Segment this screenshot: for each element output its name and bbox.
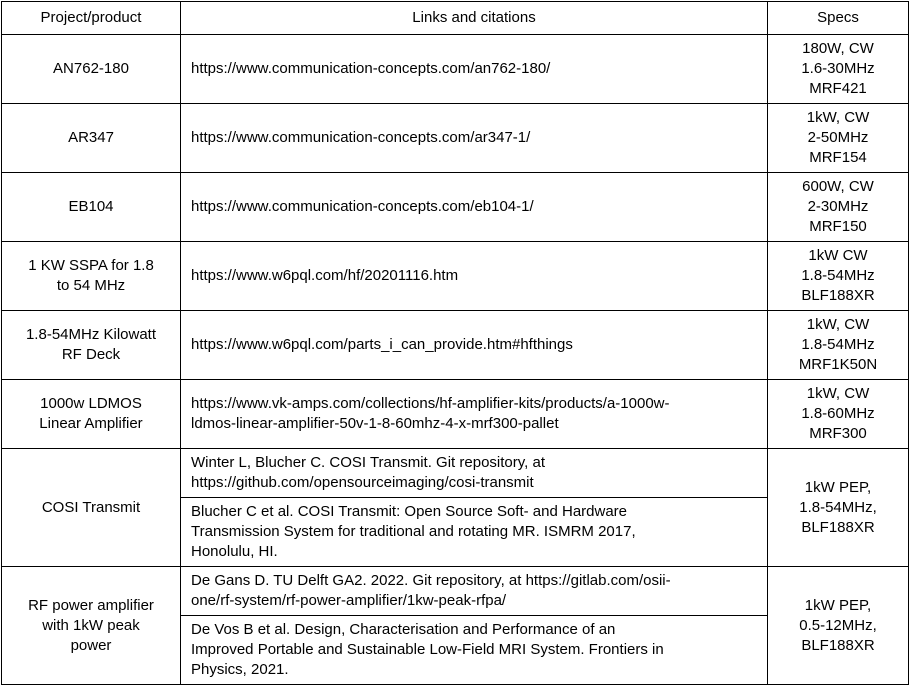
citation-text: Winter L, Blucher C. COSI Transmit. Git repository, at (191, 454, 545, 471)
citation-cell (181, 498, 768, 567)
spec-power: 1kW PEP, (804, 596, 872, 614)
project-name: to 54 MHz (56, 277, 126, 294)
spec-transistor: MRF150 (809, 218, 867, 235)
specs-cell (768, 104, 909, 173)
project-name: RF power amplifier (28, 596, 154, 614)
project-name: EB104 (68, 198, 114, 215)
specs-cell (768, 311, 909, 380)
spec-transistor: MRF154 (809, 149, 867, 166)
link-cell (181, 104, 768, 173)
projects-table (1, 1, 909, 685)
project-name: AN762-180 (53, 60, 129, 77)
specs-cell (768, 35, 909, 104)
spec-power: 180W, CW (802, 40, 874, 57)
spec-transistor: MRF300 (809, 425, 867, 442)
citation-link[interactable]: De Gans D. TU Delft GA2. 2022. Git repository, at https://gitlab.com/osii- (191, 572, 671, 589)
link-cell (181, 311, 768, 380)
project-cell (2, 242, 181, 311)
citation-link[interactable]: https://github.com/opensourceimaging/cosi-transmit (191, 474, 534, 491)
header-links: Links and citations (181, 2, 768, 35)
specs-cell (768, 173, 909, 242)
project-name: power (70, 636, 112, 654)
spec-frequency: 2-50MHz (807, 129, 869, 146)
citation-text: Transmission System for traditional and rotating MR. ISMRM 2017, (191, 523, 636, 540)
project-name: with 1kW peak (42, 616, 140, 634)
table-row (2, 567, 909, 616)
table-row (2, 173, 909, 242)
spec-frequency: 2-30MHz (807, 198, 869, 215)
citation-link[interactable]: https://www.vk-amps.com/collections/hf-amplifier-kits/products/a-1000w- (191, 395, 670, 412)
table-row (2, 242, 909, 311)
spec-frequency: 0.5-12MHz, (799, 616, 877, 634)
header-specs: Specs (768, 2, 909, 35)
citation-link[interactable]: one/rf-system/rf-power-amplifier/1kw-peak-rfpa/ (191, 592, 507, 609)
citation-cell (181, 616, 768, 685)
table-row (2, 311, 909, 380)
citation-cell (181, 567, 768, 616)
header-project: Project/product (2, 2, 181, 35)
spec-frequency: 1.8-54MHz, (799, 498, 877, 516)
spec-power: 1kW PEP, (804, 478, 872, 496)
project-cell (2, 35, 181, 104)
spec-frequency: 1.8-54MHz (801, 267, 875, 284)
project-name: Linear Amplifier (39, 415, 143, 432)
project-name: 1.8-54MHz Kilowatt (25, 326, 157, 343)
spec-transistor: BLF188XR (801, 287, 875, 304)
project-cell (2, 173, 181, 242)
citation-text: Improved Portable and Sustainable Low-Field MRI System. Frontiers in (191, 641, 664, 658)
specs-cell (768, 449, 909, 567)
spec-frequency: 1.8-60MHz (801, 405, 875, 422)
citation-link[interactable]: https://www.w6pql.com/parts_i_can_provide.htm#hfthings (191, 336, 573, 353)
citation-link[interactable]: https://www.communication-concepts.com/eb104-1/ (191, 198, 534, 215)
project-cell (2, 311, 181, 380)
citation-link[interactable]: https://www.communication-concepts.com/an762-180/ (191, 60, 551, 77)
citation-text: Blucher C et al. COSI Transmit: Open Source Soft- and Hardware (191, 503, 628, 520)
table-row (2, 380, 909, 449)
spec-transistor: BLF188XR (801, 518, 875, 536)
spec-power: 600W, CW (802, 178, 874, 195)
project-name: COSI Transmit (41, 498, 141, 516)
spec-power: 1kW CW (808, 247, 868, 264)
project-name: 1000w LDMOS (40, 395, 142, 412)
header-row (2, 2, 909, 35)
link-cell (181, 380, 768, 449)
project-cell (2, 449, 181, 567)
specs-cell (768, 380, 909, 449)
link-cell (181, 242, 768, 311)
project-name: RF Deck (61, 346, 121, 363)
citation-link[interactable]: https://www.communication-concepts.com/ar347-1/ (191, 129, 531, 146)
table-row (2, 35, 909, 104)
spec-power: 1kW, CW (806, 385, 870, 402)
specs-cell (768, 242, 909, 311)
citation-text: Physics, 2021. (191, 661, 289, 678)
spec-frequency: 1.8-54MHz (801, 336, 875, 353)
table-row (2, 449, 909, 498)
spec-transistor: MRF1K50N (798, 356, 878, 373)
citation-cell (181, 449, 768, 498)
project-name: 1 KW SSPA for 1.8 (28, 257, 154, 274)
spec-transistor: BLF188XR (801, 636, 875, 654)
spec-power: 1kW, CW (806, 109, 870, 126)
citation-link[interactable]: https://www.w6pql.com/hf/20201116.htm (191, 267, 459, 284)
citation-text: Honolulu, HI. (191, 543, 278, 560)
project-name: AR347 (68, 129, 114, 146)
citation-link[interactable]: ldmos-linear-amplifier-50v-1-8-60mhz-4-x-mrf300-pallet (191, 415, 559, 432)
citation-text: De Vos B et al. Design, Characterisation and Performance of an (191, 621, 616, 638)
spec-frequency: 1.6-30MHz (801, 60, 875, 77)
project-cell (2, 567, 181, 685)
spec-transistor: MRF421 (809, 80, 867, 97)
project-cell (2, 380, 181, 449)
table-row (2, 104, 909, 173)
link-cell (181, 35, 768, 104)
link-cell (181, 173, 768, 242)
specs-cell (768, 567, 909, 685)
project-cell (2, 104, 181, 173)
spec-power: 1kW, CW (806, 316, 870, 333)
